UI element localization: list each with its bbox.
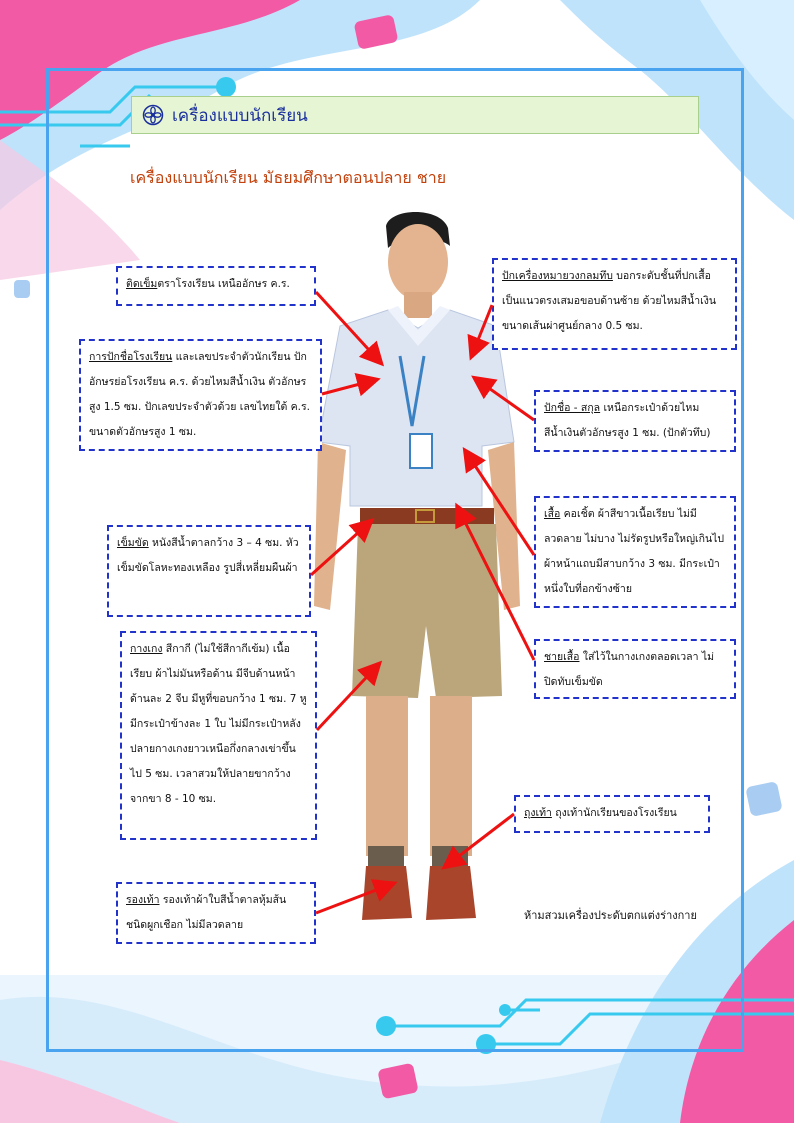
annotation-pin [116, 266, 316, 306]
annotation-name-tag [534, 390, 736, 452]
school-embroidery-text: และเลขประจำตัวนักเรียน ปักอักษรย่อโรงเรียน ค.ร. ด้วยไหมสีน้ำเงิน ตัวอักษรสูง 1.5 ซม. ปักเลขประจำตัวด้วย เลขไทยใต้ ค.ร. ขนาดตัวอักษรสูง 1 ซม. [89, 351, 310, 438]
name-tag-keyword: ปักชื่อ - สกุล [544, 402, 601, 414]
pin-text: ตราโรงเรียน เหนืออักษร ค.ร. [157, 278, 290, 290]
trousers-keyword: กางเกง [130, 643, 163, 655]
annotation-belt [107, 525, 311, 617]
shirt-keyword: เสื้อ [544, 508, 561, 520]
belt-text: หนังสีน้ำตาลกว้าง 3 – 4 ซม. หัวเข็มขัดโลหะทองเหลือง รูปสี่เหลี่ยมผืนผ้า [117, 537, 299, 574]
annotation-socks [514, 795, 710, 833]
shirt-hem-keyword: ชายเสื้อ [544, 651, 580, 663]
student-uniform-illustration [300, 206, 520, 926]
annotation-shirt-hem [534, 639, 736, 699]
annotation-shirt [534, 496, 736, 608]
flower-icon [142, 104, 164, 126]
shirt-hem-text: ใส่ไว้ในกางเกงตลอดเวลา ไม่ปิดทับเข็มขัด [544, 651, 715, 688]
socks-keyword: ถุงเท้า [524, 807, 552, 819]
emblem-text: บอกระดับชั้นที่ปกเสื้อเป็นแนวตรงเสมอขอบด้านซ้าย ด้วยไหมสีน้ำเงิน ขนาดเส้นผ่าศูนย์กลาง 0.5 ซม. [502, 270, 717, 332]
emblem-keyword: ปักเครื่องหมายวงกลมทึบ [502, 270, 613, 282]
annotation-school-embroidery [79, 339, 322, 451]
shirt-text: คอเชิ้ต ผ้าสีขาวเนื้อเรียบ ไม่มีลวดลาย ไม่บาง ไม่รัดรูปหรือใหญ่เกินไป ผ้าหน้าแถบมีสาบกว้าง 3 ซม. มีกระเป๋าหนึ่งใบที่อกข้างซ้าย [544, 508, 725, 595]
annotation-trousers [120, 631, 317, 840]
annotation-emblem [492, 258, 737, 350]
socks-text: ถุงเท้านักเรียนของโรงเรียน [551, 807, 677, 819]
trousers-text: สีกากี (ไม่ใช้สีกากีเข้ม) เนื้อเรียบ ผ้าไม่มันหรือด้าน มีจีบด้านหน้าด้านละ 2 จีบ มีหูที่ขอบกว้าง 1 ซม. 7 หู มีกระเป๋าข้างละ 1 ใบ ไม่มีกระเป๋าหลังปลายกางเกงยาวเหนือกึ่งกลางเข่าขึ้นไป 5 ซม. เวลาสวมให้ปลายขากว้างจากขา 8 - 10 ซม. [130, 643, 307, 805]
page-title: เครื่องแบบนักเรียน [172, 105, 308, 126]
section-header [131, 96, 699, 134]
shoes-keyword: รองเท้า [126, 894, 160, 906]
shoes-text: รองเท้าผ้าใบสีน้ำตาลหุ้มส้น ชนิดผูกเชือก ไม่มีลวดลาย [126, 894, 287, 931]
annotation-shoes [116, 882, 316, 944]
pin-keyword: ติดเข็ม [126, 278, 158, 290]
page-subtitle: เครื่องแบบนักเรียน มัธยมศึกษาตอนปลาย ชาย [130, 168, 447, 187]
footer-note: ห้ามสวมเครื่องประดับตกแต่งร่างกาย [524, 909, 697, 922]
belt-keyword: เข็มขัด [117, 537, 149, 549]
name-tag-text: เหนือกระเป๋าด้วยไหมสีน้ำเงินตัวอักษรสูง 1 ซม. (ปักตัวทึบ) [544, 402, 711, 439]
school-embroidery-keyword: การปักชื่อโรงเรียน [89, 351, 173, 363]
